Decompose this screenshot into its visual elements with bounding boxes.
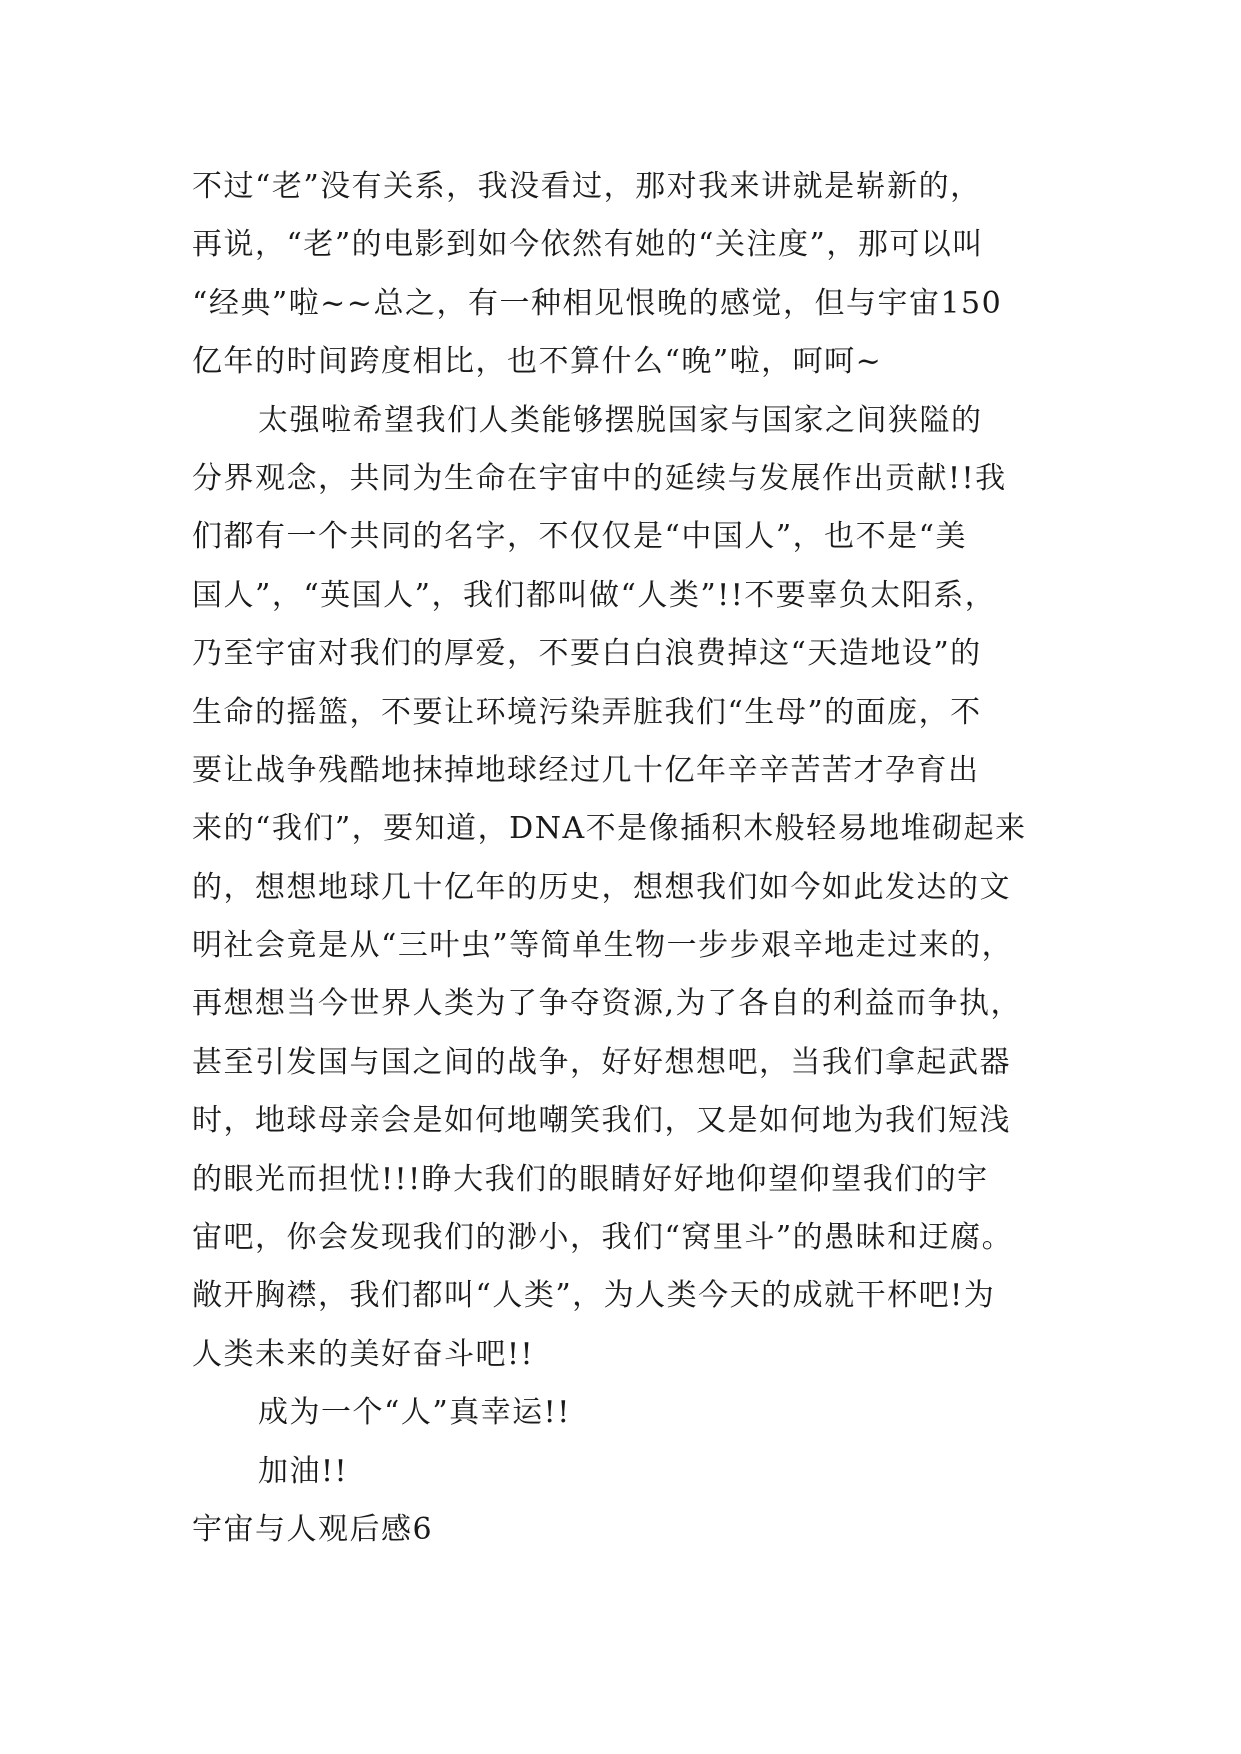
text-line: 们都有一个共同的名字，不仅仅是“中国人”，也不是“美 (192, 519, 968, 555)
text-line: 甚至引发国与国之间的战争，好好想想吧，当我们拿起武器 (192, 1044, 1011, 1080)
text-line: 的眼光而担忧!!!睁大我们的眼睛好好地仰望仰望我们的宇 (192, 1161, 989, 1197)
text-line: 生命的摇篮，不要让环境污染弄脏我们“生母”的面庞，不 (192, 694, 982, 730)
text-line: 的，想想地球几十亿年的历史，想想我们如今如此发达的文 (192, 869, 1011, 905)
text-line: 再说，“老”的电影到如今依然有她的“关注度”，那可以叫 (192, 227, 984, 263)
text-line: 宙吧，你会发现我们的渺小，我们“窝里斗”的愚昧和迂腐。 (192, 1220, 1014, 1256)
text-line: 分界观念，共同为生命在宇宙中的延续与发展作出贡献!!我 (192, 460, 1007, 496)
text-line: 不过“老”没有关系，我没看过，那对我来讲就是崭新的， (192, 169, 982, 204)
text-line: 要让战争残酷地抹掉地球经过几十亿年辛辛苦苦才孕育出 (192, 752, 980, 788)
text-line: 人类未来的美好奋斗吧!! (192, 1336, 535, 1372)
text-line: 时，地球母亲会是如何地嘲笑我们，又是如何地为我们短浅 (192, 1103, 1011, 1139)
paragraph-first-line: 太强啦希望我们人类能够摆脱国家与国家之间狭隘的 (258, 402, 983, 438)
text-line: 敞开胸襟，我们都叫“人类”，为人类今天的成就干杯吧!为 (192, 1278, 996, 1314)
text-line: “经典”啦~~总之，有一种相见恨晚的感觉，但与宇宙150 (192, 285, 1003, 321)
text-line: 亿年的时间跨度相比，也不算什么“晚”啦，呵呵~ (192, 344, 883, 380)
section-heading: 宇宙与人观后感6 (192, 1511, 434, 1547)
paragraph-first-line: 成为一个“人”真幸运!! (258, 1395, 571, 1431)
text-line: 明社会竟是从“三叶虫”等简单生物一步步艰辛地走过来的， (192, 928, 1014, 964)
text-line: 国人”，“英国人”，我们都叫做“人类”!!不要辜负太阳系， (192, 577, 997, 613)
document-body (192, 158, 1072, 1559)
text-line: 来的“我们”，要知道，DNA不是像插积木般轻易地堆砌起来 (192, 811, 1027, 847)
text-line: 乃至宇宙对我们的厚爱，不要白白浪费掉这“天造地设”的 (192, 636, 982, 672)
text-line: 再想想当今世界人类为了争夺资源,为了各自的利益而争执， (192, 986, 1023, 1022)
paragraph-first-line: 加油!! (258, 1453, 349, 1489)
